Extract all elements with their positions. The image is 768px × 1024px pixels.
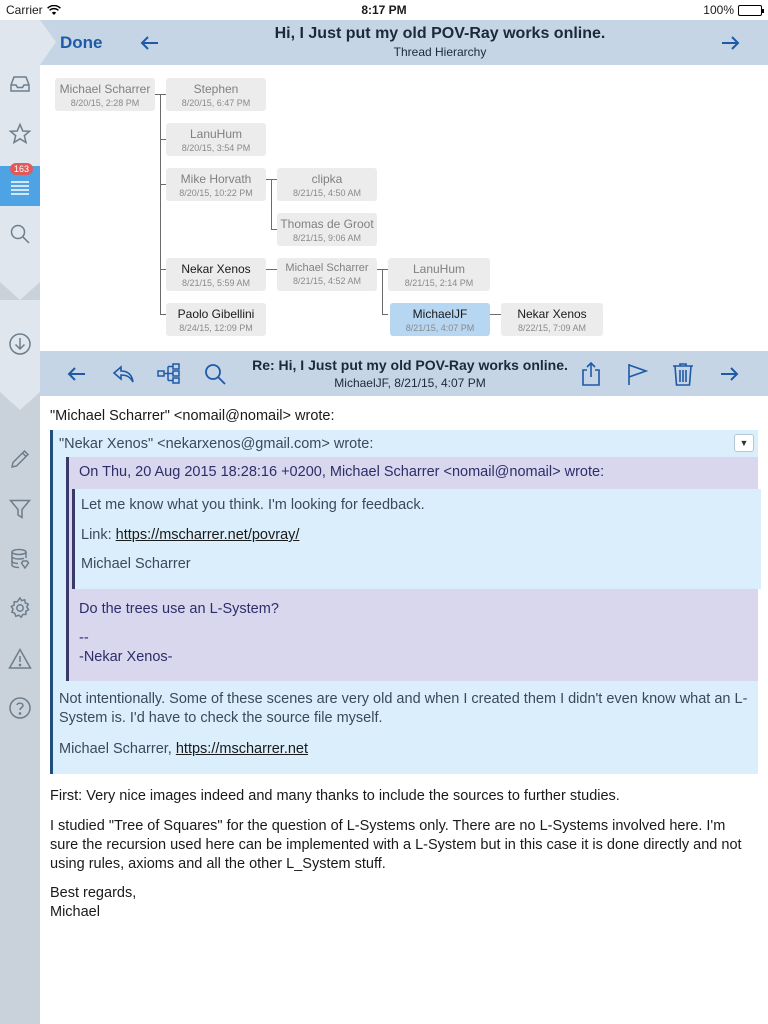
thread-node[interactable] <box>166 168 266 201</box>
thread-node[interactable] <box>166 258 266 291</box>
quote-line: Do the trees use an L-System? <box>79 601 279 617</box>
compose-icon[interactable] <box>6 445 34 473</box>
thread-hierarchy <box>40 65 768 351</box>
node-author: Paolo Gibellini <box>177 307 255 321</box>
thread-subtitle: Thread Hierarchy <box>393 45 487 59</box>
signature-separator: -- <box>79 630 89 646</box>
quote-level-3 <box>72 489 761 589</box>
message-body <box>40 396 768 1024</box>
settings-gear-icon[interactable] <box>6 594 34 622</box>
search-in-message-icon[interactable] <box>202 361 228 387</box>
search-icon[interactable] <box>6 220 34 248</box>
download-icon[interactable] <box>6 330 34 358</box>
sidebar-chevron-divider-2 <box>0 392 40 410</box>
nav-notch <box>40 20 56 65</box>
node-date: 8/21/15, 4:07 PM <box>405 323 475 333</box>
flag-icon[interactable] <box>624 361 650 387</box>
mscharrer-link[interactable]: https://mscharrer.net <box>175 741 309 757</box>
next-thread-arrow-icon[interactable] <box>718 31 742 55</box>
quote-level-2 <box>66 457 758 681</box>
previous-thread-arrow-icon[interactable] <box>138 31 162 55</box>
status-time: 8:17 PM <box>361 3 407 17</box>
help-icon[interactable] <box>6 694 34 722</box>
share-icon[interactable] <box>578 361 604 387</box>
node-author: MichaelJF <box>412 307 468 321</box>
quote-level-1 <box>50 430 758 774</box>
filter-icon[interactable] <box>6 495 34 523</box>
body-paragraph: I studied "Tree of Squares" for the question of L-Systems only. There are no L-Systems involved here. I'm sure the recursion used here can be implemented with a L-System but in this case it is done directly and not using rules, axioms and all the other L_System stuff. <box>50 818 742 872</box>
sidebar-chevron-divider <box>0 282 40 300</box>
node-date: 8/21/15, 4:50 AM <box>292 188 362 198</box>
node-date: 8/21/15, 4:52 AM <box>292 276 362 286</box>
quote-signature: -Nekar Xenos- <box>79 649 173 665</box>
quote-signature: Michael Scharrer <box>81 556 191 572</box>
body-paragraph: First: Very nice images indeed and many thanks to include the sources to further studies. <box>50 788 620 804</box>
node-author: Michael Scharrer <box>285 262 369 274</box>
link-label: Link: <box>81 527 116 543</box>
star-icon[interactable] <box>6 120 34 148</box>
database-icon[interactable] <box>6 545 34 573</box>
signature-label: Michael Scharrer, <box>59 741 176 757</box>
tree-connector <box>160 94 161 315</box>
status-right <box>703 3 762 17</box>
tree-connector <box>382 314 388 315</box>
reply-icon[interactable] <box>110 361 136 387</box>
node-author: clipka <box>311 172 343 186</box>
thread-hierarchy-icon[interactable] <box>156 361 182 387</box>
node-date: 8/22/15, 7:09 AM <box>517 323 587 333</box>
sidebar <box>0 20 40 1024</box>
next-message-arrow-icon[interactable] <box>716 361 742 387</box>
quote-line: Let me know what you think. I'm looking for feedback. <box>81 497 425 513</box>
node-author: Michael Scharrer <box>59 82 151 96</box>
battery-percent: 100% <box>703 3 734 17</box>
thread-node-selected[interactable] <box>390 303 490 336</box>
node-date: 8/21/15, 9:06 AM <box>292 233 362 243</box>
node-author: Stephen <box>193 82 239 96</box>
tree-connector <box>266 269 277 270</box>
carrier-label: Carrier <box>6 3 43 17</box>
povray-link[interactable]: https://mscharrer.net/povray/ <box>115 527 300 543</box>
battery-icon <box>738 5 762 16</box>
quote-attribution-2: "Nekar Xenos" <nekarxenos@gmail.com> wrote: <box>59 436 374 452</box>
status-bar <box>0 0 768 20</box>
closing-name: Michael <box>50 904 100 920</box>
quote-paragraph: Not intentionally. Some of these scenes are very old and when I created them I didn't even know what an L-System is. I'd have to check the source file myself. <box>59 691 748 726</box>
node-date: 8/20/15, 6:47 PM <box>181 98 251 108</box>
trash-icon[interactable] <box>670 361 696 387</box>
done-button[interactable]: Done <box>60 33 103 52</box>
node-author: Thomas de Groot <box>280 217 374 231</box>
node-date: 8/21/15, 2:14 PM <box>404 278 474 288</box>
thread-node[interactable] <box>277 258 377 291</box>
thread-node[interactable] <box>277 213 377 246</box>
node-author: LanuHum <box>412 262 466 276</box>
node-author: Nekar Xenos <box>517 307 587 321</box>
thread-node[interactable] <box>501 303 603 336</box>
thread-node[interactable] <box>166 78 266 111</box>
message-toolbar <box>40 351 768 396</box>
tree-connector <box>490 314 501 315</box>
quote-link-line <box>81 526 299 545</box>
quote-attribution-3: On Thu, 20 Aug 2015 18:28:16 +0200, Michael Scharrer <nomail@nomail> wrote: <box>79 464 605 480</box>
thread-node[interactable] <box>388 258 490 291</box>
thread-nav-bar <box>40 20 768 65</box>
thread-node[interactable] <box>55 78 155 111</box>
thread-node[interactable] <box>277 168 377 201</box>
node-date: 8/24/15, 12:09 PM <box>179 323 253 333</box>
quote-signature-line <box>59 740 308 759</box>
node-date: 8/20/15, 3:54 PM <box>181 143 251 153</box>
node-date: 8/20/15, 2:28 PM <box>70 98 140 108</box>
closing-line: Best regards, <box>50 885 137 901</box>
node-author: Mike Horvath <box>180 172 252 186</box>
node-date: 8/21/15, 5:59 AM <box>181 278 251 288</box>
collapse-quote-button[interactable]: ▼ <box>734 434 754 452</box>
tree-connector <box>382 269 383 314</box>
thread-title: Hi, I Just put my old POV-Ray works online. <box>274 25 606 42</box>
node-date: 8/20/15, 10:22 PM <box>179 188 253 198</box>
inbox-icon[interactable] <box>6 70 34 98</box>
quote-attribution-1: "Michael Scharrer" <nomail@nomail> wrote: <box>50 408 335 424</box>
tree-connector <box>271 179 272 229</box>
node-author: Nekar Xenos <box>181 262 251 276</box>
message-title: Re: Hi, I Just put my old POV-Ray works online. <box>252 357 568 373</box>
node-author: LanuHum <box>189 127 243 141</box>
thread-node[interactable] <box>166 123 266 156</box>
unread-badge: 163 <box>10 163 33 175</box>
thread-node[interactable] <box>166 303 266 336</box>
message-subtitle: MichaelJF, 8/21/15, 4:07 PM <box>334 376 486 390</box>
warning-icon[interactable] <box>6 645 34 673</box>
previous-message-arrow-icon[interactable] <box>64 361 90 387</box>
